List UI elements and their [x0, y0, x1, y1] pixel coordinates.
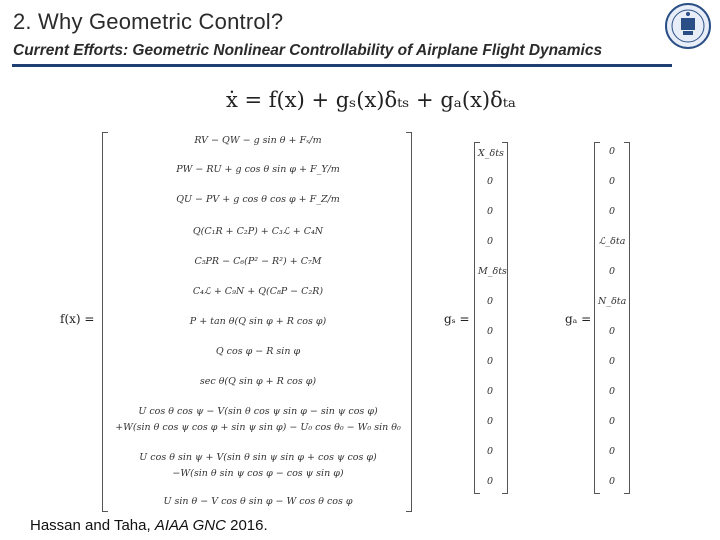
- gs-left-bracket: [474, 142, 480, 494]
- ga-entry: 0: [608, 476, 616, 487]
- gs-entry: 0: [486, 176, 494, 187]
- ga-left-bracket: [594, 142, 600, 494]
- ga-entry: 0: [608, 206, 616, 217]
- f-entry: +W(sin θ cos ψ cos φ + sin ψ sin φ) − U₀ cos θ₀ − W₀ sin θ₀: [115, 422, 401, 433]
- f-entry: P + tan θ(Q sin φ + R cos φ): [189, 316, 327, 327]
- f-entry: Q cos φ − R sin φ: [215, 346, 301, 357]
- f-entry: U sin θ − V cos θ sin φ − W cos θ cos φ: [163, 496, 353, 507]
- ga-entry: 0: [608, 416, 616, 427]
- title-rule: [12, 64, 672, 67]
- gs-entry: X_δts: [478, 148, 504, 159]
- ga-right-bracket: [624, 142, 630, 494]
- gs-entry: 0: [486, 476, 494, 487]
- f-entry: C₄ℒ + C₉N + Q(C₈P − C₂R): [192, 286, 324, 297]
- gs-entry: 0: [486, 386, 494, 397]
- ga-entry: 0: [608, 266, 616, 277]
- f-entry: −W(sin θ sin ψ cos φ − cos ψ sin φ): [172, 468, 344, 479]
- ga-entry: 0: [608, 386, 616, 397]
- gs-label: gₛ =: [444, 312, 470, 326]
- ga-entry: 0: [608, 176, 616, 187]
- main-equation: ẋ = f(x) + gₛ(x)δₜₛ + gₐ(x)δₜₐ: [226, 88, 517, 112]
- f-entry: Q(C₁R + C₂P) + C₃ℒ + C₄N: [192, 226, 324, 237]
- citation: [30, 517, 268, 534]
- citation-authors: Hassan and Taha,: [30, 517, 155, 534]
- ga-entry: 0: [608, 146, 616, 157]
- ga-label: gₐ =: [565, 312, 592, 326]
- f-entry: U cos θ sin ψ + V(sin θ sin ψ sin φ + cos ψ cos φ): [139, 452, 377, 463]
- ga-entry: 0: [608, 356, 616, 367]
- gs-entry: 0: [486, 206, 494, 217]
- gs-entry: 0: [486, 416, 494, 427]
- f-entry: C₅PR − C₆(P² − R²) + C₇M: [194, 256, 322, 267]
- ga-entry: 0: [608, 446, 616, 457]
- f-entry: RV − QW − g sin θ + Fₓ/m: [194, 135, 322, 146]
- gs-right-bracket: [502, 142, 508, 494]
- ga-entry: ℒ_δta: [598, 236, 626, 247]
- gs-entry: 0: [486, 296, 494, 307]
- f-entry: QU − PV + g cos θ cos φ + F_Z/m: [176, 194, 340, 205]
- citation-year: 2016.: [225, 517, 268, 534]
- gs-entry: 0: [486, 236, 494, 247]
- gs-entry: 0: [486, 446, 494, 457]
- gs-entry: 0: [486, 326, 494, 337]
- f-entry: sec θ(Q sin φ + R cos φ): [199, 376, 317, 387]
- gs-entry: 0: [486, 356, 494, 367]
- f-entry: U cos θ cos ψ − V(sin θ cos ψ sin φ − sin ψ cos φ): [138, 406, 378, 417]
- f-label: f(x) =: [60, 312, 95, 326]
- gs-entry: M_δts: [478, 266, 507, 277]
- ga-entry: N_δta: [598, 296, 627, 307]
- f-entry: PW − RU + g cos θ sin φ + F_Y/m: [176, 164, 340, 175]
- university-seal-icon: [664, 2, 712, 50]
- citation-venue: AIAA GNC: [154, 517, 226, 534]
- slide-subtitle: Current Efforts: Geometric Nonlinear Controllability of Airplane Flight Dynamics: [13, 42, 603, 59]
- slide-title: 2. Why Geometric Control?: [13, 9, 284, 34]
- ga-entry: 0: [608, 326, 616, 337]
